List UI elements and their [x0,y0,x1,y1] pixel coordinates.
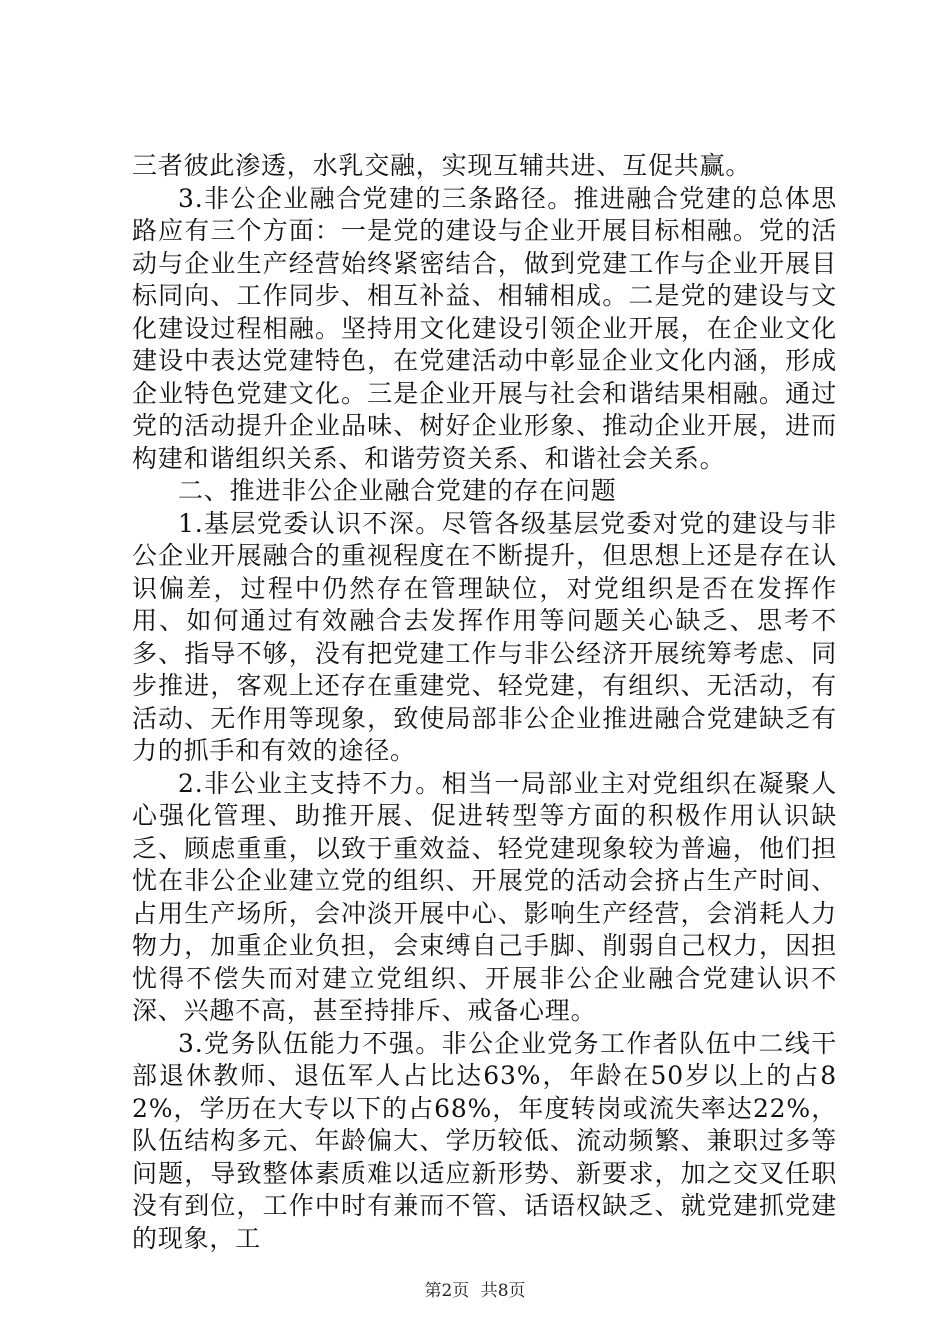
document-body [132,150,837,1255]
paragraph-problem-3: 3.党务队伍能力不强。非公企业党务工作者队伍中二线干部退休教师、退伍军人占比达63%，年龄在50岁以上的占82%，学历在大专以下的占68%，年度转岗或流失率达22%，队伍结构多元、年龄偏大、学历较低、流动频繁、兼职过多等问题，导致整体素质难以适应新形势、新要求，加之交叉任职没有到位，工作中时有兼而不管、话语权缺乏、就党建抓党建的现象，工 [132,1028,837,1253]
page-total: 共8页 [480,1281,526,1301]
paragraph-problem-1: 1.基层党委认识不深。尽管各级基层党委对党的建设与非公企业开展融合的重视程度在不断提升，但思想上还是存在认识偏差，过程中仍然存在管理缺位，对党组织是否在发挥作用、如何通过有效融合去发挥作用等问题关心缺乏、思考不多、指导不够，没有把党建工作与非公经济开展统筹考虑、同步推进，客观上还存在重建党、轻党建，有组织、无活动，有活动、无作用等现象，致使局部非公企业推进融合党建缺乏有力的抓手和有效的途径。 [132,508,837,765]
paragraph-problem-2: 2.非公业主支持不力。相当一局部业主对党组织在凝聚人心强化管理、助推开展、促进转型等方面的积极作用认识缺乏、顾虑重重，以致于重效益、轻党建现象较为普遍，他们担忧在非公企业建立党的组织、开展党的活动会挤占生产时间、占用生产场所，会冲淡开展中心、影响生产经营，会消耗人力物力，加重企业负担，会束缚自己手脚、削弱自己权力，因担忧得不偿失而对建立党组织、开展非公企业融合党建认识不深、兴趣不高，甚至持排斥、戒备心理。 [132,768,837,1025]
paragraph-continuation: 三者彼此渗透，水乳交融，实现互辅共进、互促共赢。 [132,151,752,180]
paragraph-three-paths: 3.非公企业融合党建的三条路径。推进融合党建的总体思路应有三个方面：一是党的建设与企业开展目标相融。党的活动与企业生产经营始终紧密结合，做到党建工作与企业开展目标同向、工作同步、相互补益、相辅相成。二是党的建设与文化建设过程相融。坚持用文化建设引领企业开展，在企业文化建设中表达党建特色，在党建活动中彰显企业文化内涵，形成企业特色党建文化。三是企业开展与社会和谐结果相融。通过党的活动提升企业品味、树好企业形象、推动企业开展，进而构建和谐组织关系、和谐劳资关系、和谐社会关系。 [132,183,837,473]
page-number: 第2页 [424,1281,470,1301]
section-heading: 二、推进非公企业融合党建的存在问题 [178,476,617,505]
page-footer [0,1276,950,1301]
